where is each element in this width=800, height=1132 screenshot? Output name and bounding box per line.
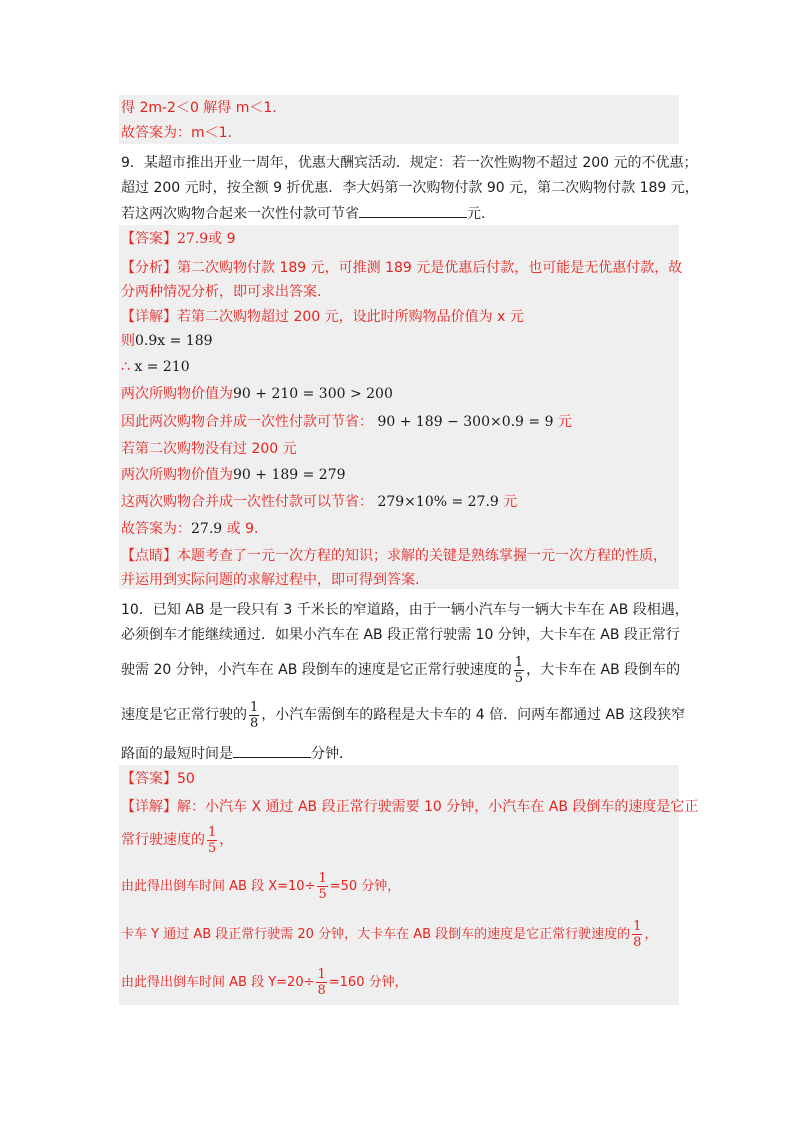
q9-analysis-line-1: 【分析】第二次购物付款 189 元，可推测 189 元是优惠后付款，也可能是无优惠付款，故: [121, 260, 683, 276]
q10-question-line-4: 速度是它正常行驶的 $\frac{1}{8}$ ，小汽车需倒车的路程是大卡车的 4 倍．问两车都通过 AB 这段狭窄: [121, 699, 686, 731]
q9-step-2: 因此两次购物合并成一次性付款可节省： 90 + 189 − 300×0.9 = 9 元: [121, 414, 572, 430]
q9-answer: 【答案】27.9或 9: [121, 231, 236, 247]
q8-solution-line: 得 2m-2＜0 解得 m＜1.: [121, 100, 277, 116]
answer-blank: [359, 203, 467, 218]
q10-question-line-3: 驶需 20 分钟，小汽车在 AB 段倒车的速度是它正常行驶速度的 $\frac{1}{5}$ ，大卡车在 AB 段倒车的: [121, 654, 681, 686]
fraction-one-eighth: $\frac{1}{8}$: [250, 699, 259, 731]
q10-question-line-2: 必须倒车才能继续通过．如果小汽车在 AB 段正常行驶需 10 分钟，大卡车在 AB 段正常行: [121, 627, 680, 643]
fraction-one-eighth: $\frac{1}{8}$: [317, 967, 326, 998]
q9-equation-2: ∴ x = 210: [121, 359, 190, 375]
q10-answer: 【答案】50: [121, 771, 195, 787]
q9-step-1: 两次所购物价值为90 + 210 = 300 > 200: [121, 386, 393, 402]
q9-step-4: 两次所购物价值为90 + 189 = 279: [121, 467, 346, 483]
q9-step-5: 这两次购物合并成一次性付款可以节省： 279×10% = 27.9 元: [121, 494, 518, 510]
q9-step-3: 若第二次购物没有过 200 元: [121, 441, 297, 457]
q9-comment-line-1: 【点睛】本题考查了一元一次方程的知识；求解的关键是熟练掌握一元一次方程的性质，: [121, 548, 667, 564]
q9-equation-1: 则0.9x = 189: [121, 333, 213, 349]
q10-detail-line-5: 由此得出倒车时间 AB 段 Y=20÷ $\frac{1}{8}$ =160 分钟，: [121, 967, 408, 998]
answer-blank: [233, 743, 311, 758]
fraction-one-fifth: $\frac{1}{5}$: [514, 654, 524, 686]
q9-analysis-line-2: 分两种情况分析，即可求出答案.: [121, 284, 322, 300]
fraction-one-fifth: $\frac{1}{5}$: [208, 824, 217, 856]
q8-answer-line: 故答案为：m＜1.: [121, 125, 232, 141]
q10-question-line-1: 10．已知 AB 是一段只有 3 千米长的窄道路，由于一辆小汽车与一辆大卡车在 AB 段相遇，: [121, 602, 689, 618]
q10-detail-line-3: 由此得出倒车时间 AB 段 X=10÷ $\frac{1}{5}$ =50 分钟，: [121, 871, 401, 902]
q9-question-line-3: 若这两次购物合起来一次性付款可节省 元．: [121, 203, 677, 224]
q10-detail-line-4: 卡车 Y 通过 AB 段正常行驶需 20 分钟，大卡车在 AB 段倒车的速度是它正常行驶速度的 $\frac{1}{8}$ ，: [121, 919, 658, 950]
fraction-one-eighth: $\frac{1}{8}$: [633, 919, 642, 950]
q9-final-answer: 故答案为：27.9 或 9.: [121, 521, 259, 537]
q10-question-line-5: 路面的最短时间是 分钟．: [121, 743, 677, 764]
q9-question-line-1: 9．某超市推出开业一周年，优惠大酬宾活动．规定：若一次性购物不超过 200 元的不优惠；: [121, 155, 698, 171]
q9-question-line-2: 超过 200 元时，按全额 9 折优惠．李大妈第一次购物付款 90 元，第二次购物付款 189 元，: [121, 180, 699, 196]
fraction-one-fifth: $\frac{1}{5}$: [318, 871, 327, 902]
q9-comment-line-2: 并运用到实际问题的求解过程中，即可得到答案.: [121, 572, 420, 588]
q10-detail-line-1: 【详解】解：小汽车 X 通过 AB 段正常行驶需要 10 分钟，小汽车在 AB 段倒车的速度是它正: [121, 799, 699, 815]
q10-detail-line-2: 常行驶速度的 $\frac{1}{5}$ ，: [121, 824, 234, 856]
q9-detail-line-1: 【详解】若第二次购物超过 200 元，设此时所购物品价值为 x 元: [121, 309, 524, 325]
